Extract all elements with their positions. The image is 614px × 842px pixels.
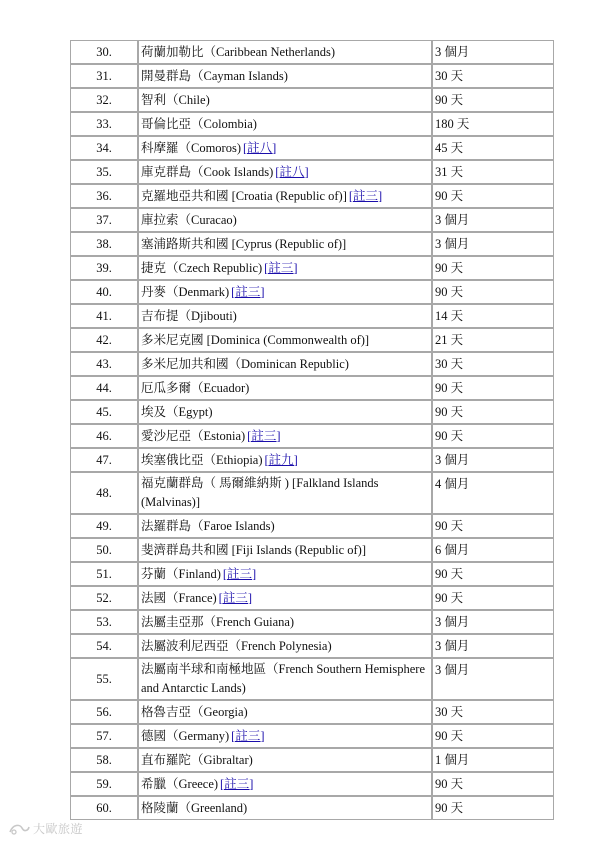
footnote-link[interactable]: [註三] <box>222 566 257 581</box>
row-number: 38. <box>70 232 138 256</box>
country-name: 芬蘭（Finland) <box>141 566 221 581</box>
country-name: 開曼群島（Cayman Islands) <box>141 68 288 83</box>
table-row <box>70 748 554 772</box>
stay-duration: 3 個月 <box>432 232 554 256</box>
country-name: 吉布提（Djibouti) <box>141 308 237 323</box>
stay-duration: 1 個月 <box>432 748 554 772</box>
table-row <box>70 538 554 562</box>
country-name: 埃塞俄比亞（Ethiopia) <box>141 452 263 467</box>
table-row <box>70 724 554 748</box>
stay-duration: 90 天 <box>432 400 554 424</box>
country-cell <box>138 562 432 586</box>
country-name: 多米尼加共和國（Dominican Republic) <box>141 356 349 371</box>
row-number: 35. <box>70 160 138 184</box>
country-name: 科摩羅（Comoros) <box>141 140 242 155</box>
watermark-text: 大歐旅遊 <box>33 822 84 836</box>
row-number: 49. <box>70 514 138 538</box>
watermark-logo-icon <box>8 822 30 836</box>
stay-duration: 90 天 <box>432 256 554 280</box>
country-name: 埃及（Egypt) <box>141 404 213 419</box>
stay-duration: 6 個月 <box>432 538 554 562</box>
country-cell <box>138 724 432 748</box>
stay-duration: 90 天 <box>432 724 554 748</box>
country-name: 庫拉索（Curacao) <box>141 212 237 227</box>
country-name: 法屬南半球和南極地區（French Southern Hemisphere and Antarctic Lands) <box>141 662 425 695</box>
country-cell <box>138 472 432 514</box>
country-name: 法屬圭亞那（French Guiana) <box>141 614 295 629</box>
row-number: 50. <box>70 538 138 562</box>
table-row <box>70 208 554 232</box>
country-name: 福克蘭群島（ 馬爾維納斯 ) [Falkland Islands (Malvinas)] <box>141 476 379 509</box>
stay-duration: 30 天 <box>432 64 554 88</box>
country-cell <box>138 448 432 472</box>
stay-duration: 3 個月 <box>432 610 554 634</box>
visa-free-table <box>70 40 554 820</box>
row-number: 39. <box>70 256 138 280</box>
country-name: 厄瓜多爾（Ecuador) <box>141 380 250 395</box>
country-cell <box>138 514 432 538</box>
country-name: 法屬波利尼西亞（French Polynesia) <box>141 638 332 653</box>
country-cell <box>138 658 432 700</box>
table-row <box>70 700 554 724</box>
country-name: 法羅群島（Faroe Islands) <box>141 518 275 533</box>
country-name: 法國（France) <box>141 590 217 605</box>
country-name: 多米尼克國 [Dominica (Commonwealth of)] <box>141 332 370 347</box>
country-name: 丹麥（Denmark) <box>141 284 230 299</box>
table-row <box>70 112 554 136</box>
country-cell <box>138 796 432 820</box>
stay-duration: 90 天 <box>432 376 554 400</box>
row-number: 36. <box>70 184 138 208</box>
country-cell <box>138 40 432 64</box>
table-row <box>70 586 554 610</box>
footnote-link[interactable]: [註三] <box>220 776 254 791</box>
row-number: 31. <box>70 64 138 88</box>
stay-duration: 90 天 <box>432 562 554 586</box>
country-name: 格魯吉亞（Georgia) <box>141 704 248 719</box>
stay-duration: 30 天 <box>432 700 554 724</box>
row-number: 33. <box>70 112 138 136</box>
country-name: 德國（Germany) <box>141 728 230 743</box>
country-name: 荷蘭加勒比（Caribbean Netherlands) <box>141 44 336 59</box>
country-name: 斐濟群島共和國 [Fiji Islands (Republic of)] <box>141 542 366 557</box>
country-cell <box>138 634 432 658</box>
stay-duration: 90 天 <box>432 514 554 538</box>
country-cell <box>138 352 432 376</box>
row-number: 59. <box>70 772 138 796</box>
country-cell <box>138 88 432 112</box>
table-row <box>70 88 554 112</box>
row-number: 57. <box>70 724 138 748</box>
footnote-link[interactable]: [註三] <box>218 590 252 605</box>
country-cell <box>138 328 432 352</box>
footnote-link[interactable]: [註八] <box>275 164 309 179</box>
country-cell <box>138 586 432 610</box>
table-row <box>70 40 554 64</box>
table-row <box>70 796 554 820</box>
table-row <box>70 376 554 400</box>
row-number: 30. <box>70 40 138 64</box>
stay-duration: 45 天 <box>432 136 554 160</box>
table-row <box>70 64 554 88</box>
stay-duration: 90 天 <box>432 424 554 448</box>
country-name: 塞浦路斯共和國 [Cyprus (Republic of)] <box>141 236 347 251</box>
country-cell <box>138 280 432 304</box>
country-cell <box>138 112 432 136</box>
stay-duration: 90 天 <box>432 280 554 304</box>
footnote-link[interactable]: [註三] <box>247 428 281 443</box>
row-number: 48. <box>70 472 138 514</box>
table-row <box>70 160 554 184</box>
stay-duration: 21 天 <box>432 328 554 352</box>
table-row <box>70 424 554 448</box>
row-number: 53. <box>70 610 138 634</box>
stay-duration: 3 個月 <box>432 634 554 658</box>
row-number: 45. <box>70 400 138 424</box>
country-cell <box>138 208 432 232</box>
row-number: 34. <box>70 136 138 160</box>
footnote-link[interactable]: [註三] <box>231 284 265 299</box>
table-row <box>70 256 554 280</box>
country-cell <box>138 538 432 562</box>
country-name: 智利（Chile) <box>141 92 210 107</box>
table-row <box>70 304 554 328</box>
row-number: 58. <box>70 748 138 772</box>
stay-duration: 4 個月 <box>432 472 554 514</box>
row-number: 54. <box>70 634 138 658</box>
table-row <box>70 232 554 256</box>
stay-duration: 90 天 <box>432 796 554 820</box>
table-row <box>70 280 554 304</box>
row-number: 40. <box>70 280 138 304</box>
table-row <box>70 472 554 514</box>
stay-duration: 90 天 <box>432 586 554 610</box>
table-row <box>70 772 554 796</box>
footnote-link[interactable]: [註三] <box>231 728 265 743</box>
stay-duration: 180 天 <box>432 112 554 136</box>
footnote-link[interactable]: [註三] <box>348 188 383 203</box>
row-number: 51. <box>70 562 138 586</box>
table-row <box>70 136 554 160</box>
country-cell <box>138 424 432 448</box>
table-row <box>70 328 554 352</box>
table-row <box>70 448 554 472</box>
country-cell <box>138 376 432 400</box>
row-number: 41. <box>70 304 138 328</box>
table-row <box>70 184 554 208</box>
table-row <box>70 400 554 424</box>
footnote-link[interactable]: [註九] <box>264 452 298 467</box>
country-name: 直布羅陀（Gibraltar) <box>141 752 253 767</box>
table-row <box>70 658 554 700</box>
country-cell <box>138 184 432 208</box>
country-cell <box>138 400 432 424</box>
country-name: 希臘（Greece) <box>141 776 219 791</box>
table-row <box>70 562 554 586</box>
row-number: 52. <box>70 586 138 610</box>
row-number: 47. <box>70 448 138 472</box>
stay-duration: 3 個月 <box>432 658 554 700</box>
stay-duration: 31 天 <box>432 160 554 184</box>
country-cell <box>138 700 432 724</box>
stay-duration: 90 天 <box>432 88 554 112</box>
country-cell <box>138 136 432 160</box>
footnote-link[interactable]: [註三] <box>264 260 298 275</box>
stay-duration: 90 天 <box>432 184 554 208</box>
stay-duration: 14 天 <box>432 304 554 328</box>
footnote-link[interactable]: [註八] <box>243 140 277 155</box>
row-number: 44. <box>70 376 138 400</box>
row-number: 43. <box>70 352 138 376</box>
table-row <box>70 514 554 538</box>
stay-duration: 3 個月 <box>432 208 554 232</box>
row-number: 42. <box>70 328 138 352</box>
country-name: 愛沙尼亞（Estonia) <box>141 428 246 443</box>
watermark <box>8 820 83 837</box>
row-number: 56. <box>70 700 138 724</box>
country-cell <box>138 160 432 184</box>
country-name: 克羅地亞共和國 [Croatia (Republic of)] <box>141 188 347 203</box>
row-number: 32. <box>70 88 138 112</box>
country-cell <box>138 304 432 328</box>
table-row <box>70 634 554 658</box>
table-row <box>70 610 554 634</box>
stay-duration: 3 個月 <box>432 40 554 64</box>
row-number: 60. <box>70 796 138 820</box>
country-cell <box>138 256 432 280</box>
country-name: 庫克群島（Cook Islands) <box>141 164 274 179</box>
stay-duration: 30 天 <box>432 352 554 376</box>
country-cell <box>138 64 432 88</box>
table-body <box>70 40 554 820</box>
stay-duration: 3 個月 <box>432 448 554 472</box>
table-row <box>70 352 554 376</box>
country-cell <box>138 748 432 772</box>
country-cell <box>138 610 432 634</box>
row-number: 46. <box>70 424 138 448</box>
row-number: 37. <box>70 208 138 232</box>
stay-duration: 90 天 <box>432 772 554 796</box>
country-cell <box>138 772 432 796</box>
country-name: 格陵蘭（Greenland) <box>141 800 248 815</box>
row-number: 55. <box>70 658 138 700</box>
country-name: 捷克（Czech Republic) <box>141 260 263 275</box>
country-name: 哥倫比亞（Colombia) <box>141 116 257 131</box>
country-cell <box>138 232 432 256</box>
